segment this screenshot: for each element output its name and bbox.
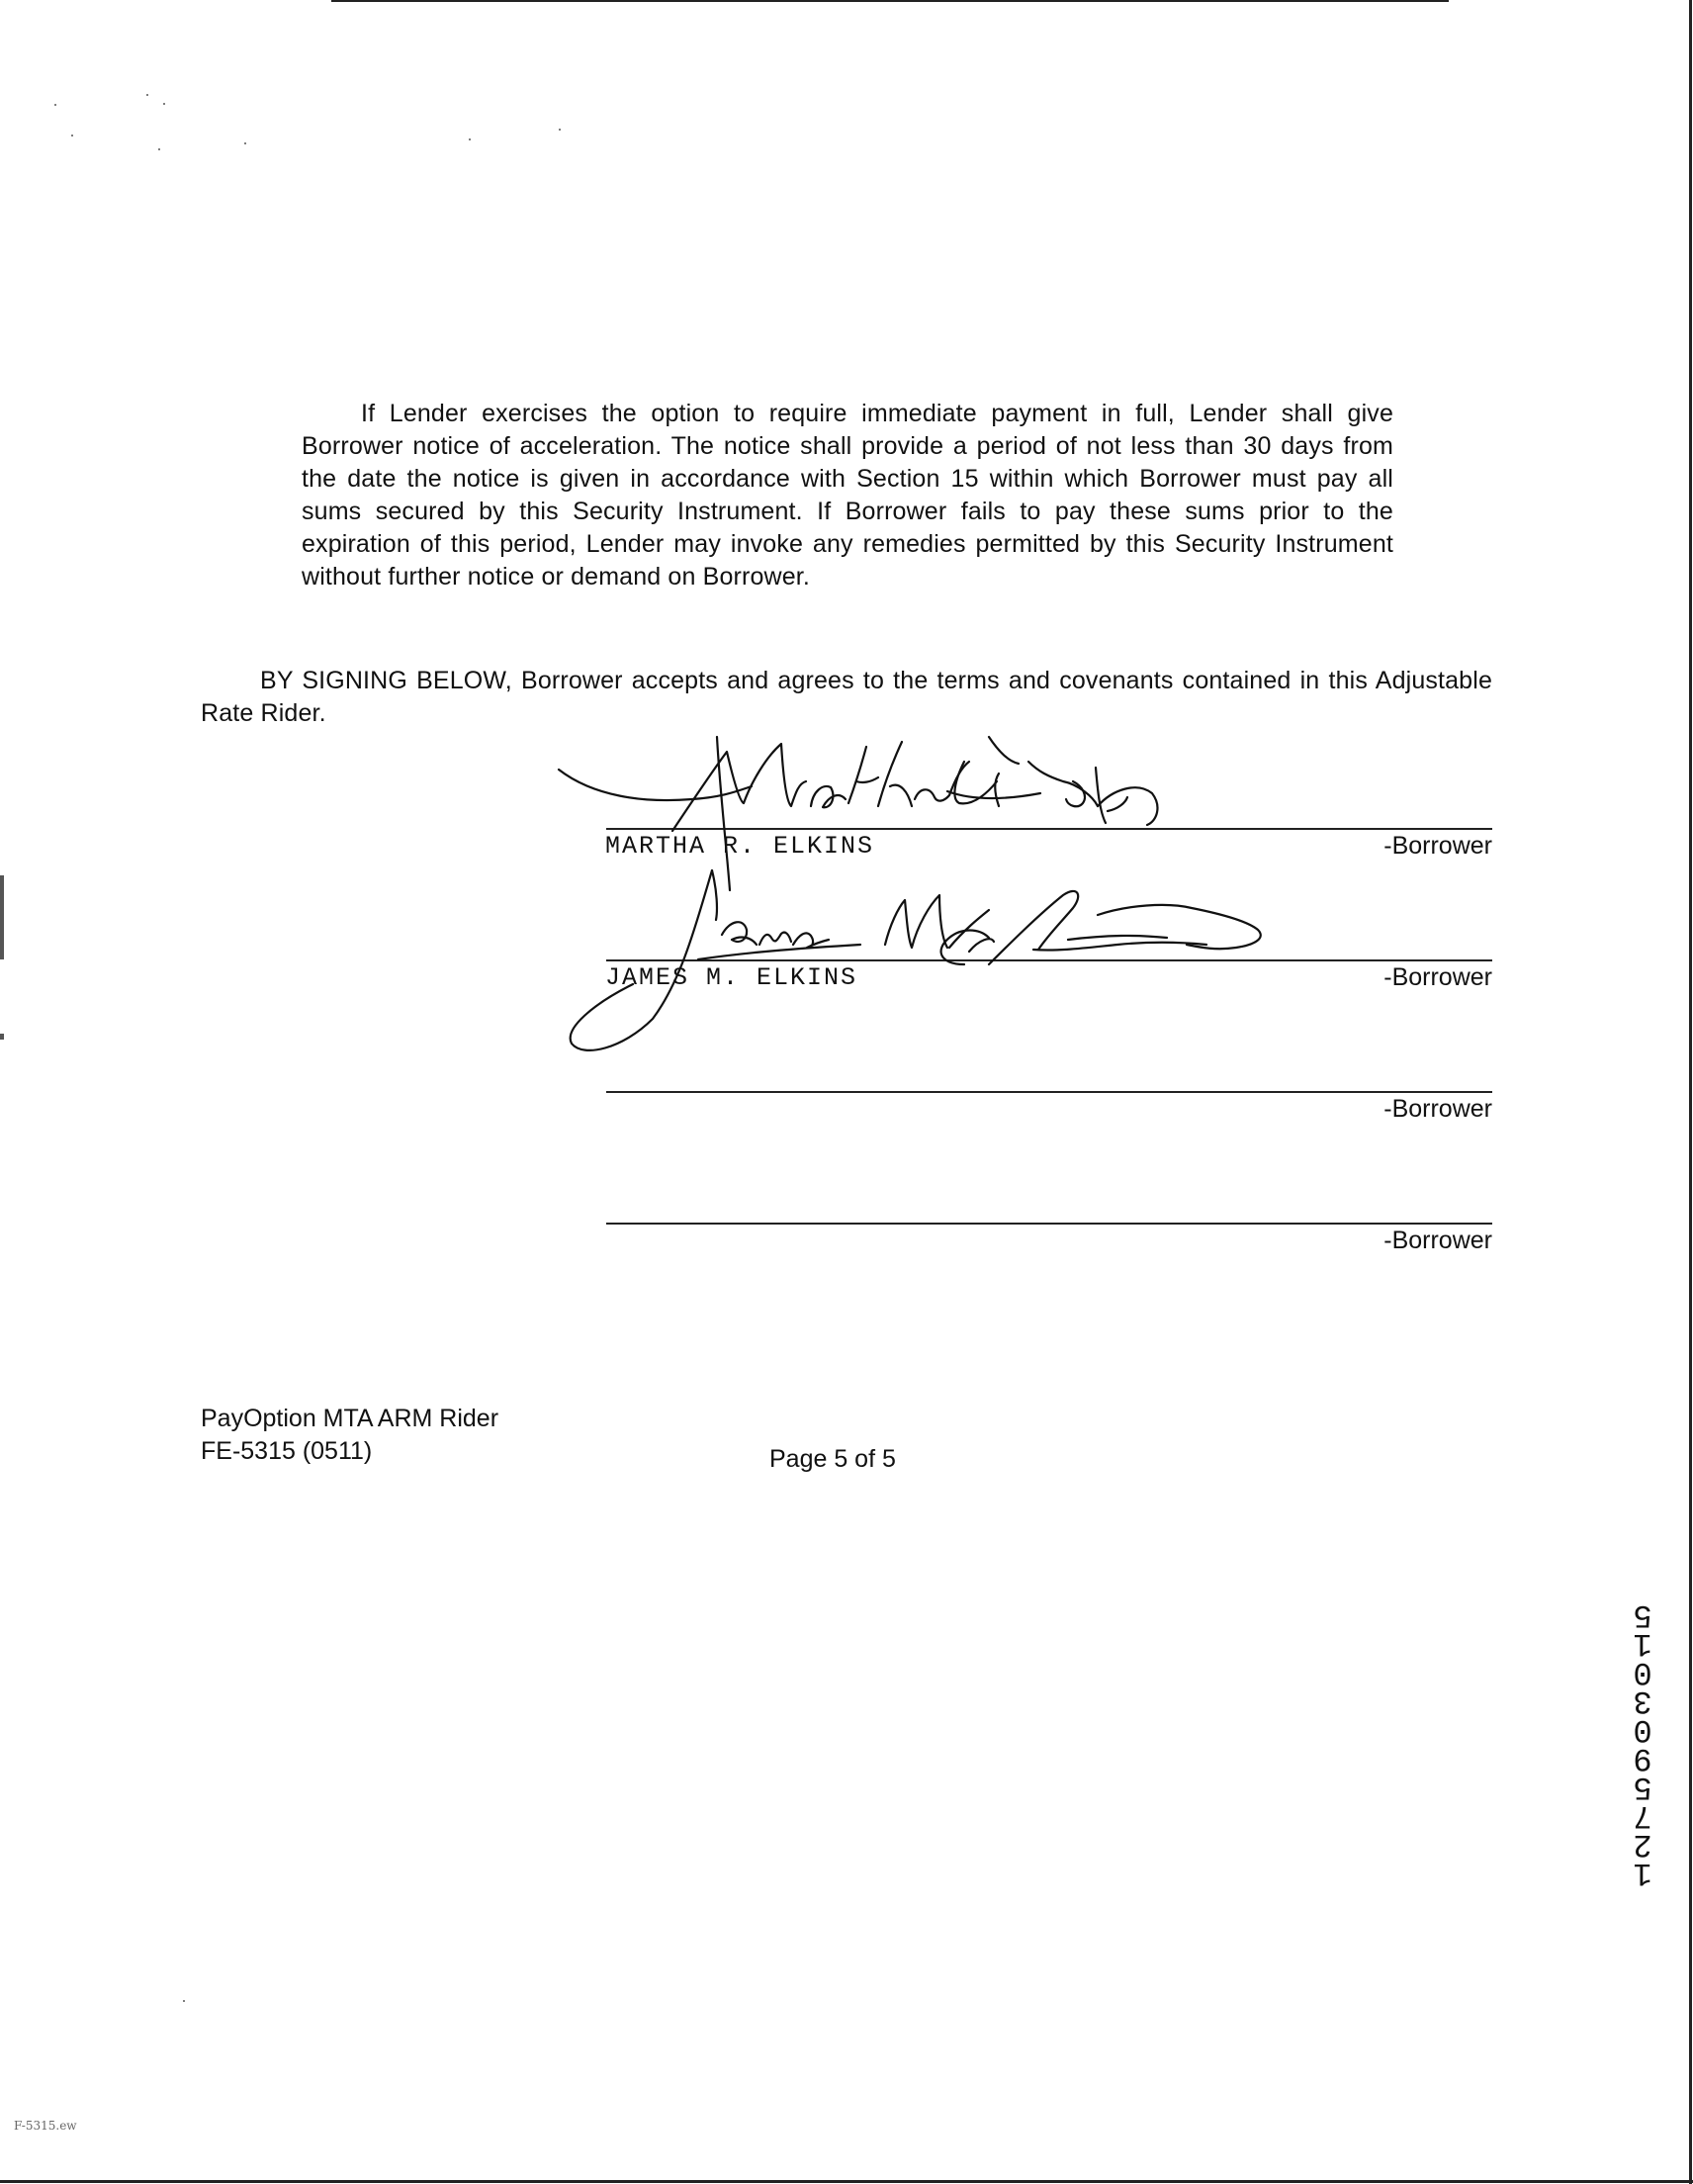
bottom-form-code: F-5315.ew (14, 2119, 77, 2133)
signing-paragraph: BY SIGNING BELOW, Borrower accepts and agrees to the terms and covenants contained in this Adjustable Rate Rider. (201, 667, 1492, 727)
signature-martha-elkins (559, 737, 1157, 890)
page-number: Page 5 of 5 (769, 1445, 896, 1473)
form-number: FE-5315 (0511) (201, 1437, 373, 1465)
form-title: PayOption MTA ARM Rider (201, 1405, 499, 1432)
borrower-role-1: -Borrower (1383, 832, 1492, 860)
borrower-name-2: JAMES M. ELKINS (605, 963, 858, 992)
borrower-role-4: -Borrower (1383, 1227, 1492, 1254)
borrower-name-1: MARTHA R. ELKINS (605, 832, 875, 861)
signature-james-elkins (571, 870, 1261, 1050)
borrower-role-3: -Borrower (1383, 1095, 1492, 1123)
acceleration-paragraph: If Lender exercises the option to require immediate payment in full, Lender shall give Borrower notice of acceleration. The notice shall provide a period of not less than 30 days from the date the notice is given in accordance with Section 15 within which Borrower must pay all sums secured by this Security Instrument. If Borrower fails to pay these sums prior to the expiration of this period, Lender may invoke any remedies permitted by this Security Instrument without further notice or demand on Borrower. (302, 400, 1393, 591)
document-stamp-number: 12759 03015 (1633, 1596, 1652, 1891)
form-identification (201, 1403, 498, 1468)
borrower-role-2: -Borrower (1383, 963, 1492, 991)
